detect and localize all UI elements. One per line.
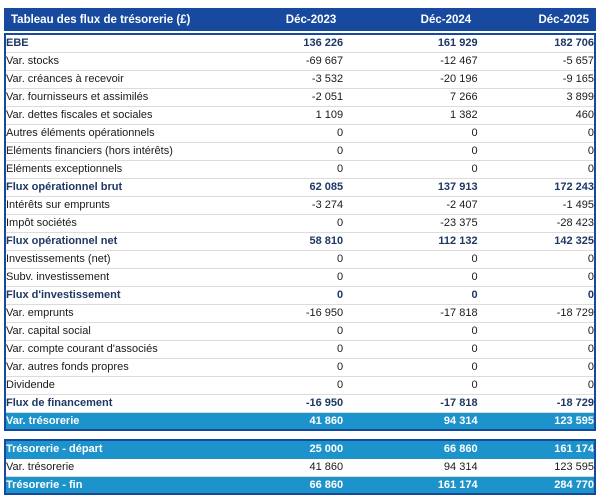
row-value: 0 <box>343 340 477 358</box>
row-value: 0 <box>478 250 595 268</box>
row-value: 136 226 <box>243 34 343 52</box>
table-row <box>5 232 595 250</box>
row-value: 0 <box>243 142 343 160</box>
row-value: 0 <box>243 340 343 358</box>
row-value: 66 860 <box>343 440 477 458</box>
row-value: 66 860 <box>243 476 343 494</box>
row-value: -23 375 <box>343 214 477 232</box>
row-value: 41 860 <box>243 412 343 430</box>
row-label: Var. créances à recevoir <box>5 70 243 88</box>
table-row <box>5 304 595 322</box>
row-value: -20 196 <box>343 70 477 88</box>
table-row <box>5 358 595 376</box>
table-row <box>5 88 595 106</box>
row-value: 0 <box>243 124 343 142</box>
row-value: 0 <box>343 358 477 376</box>
row-value: 284 770 <box>478 476 595 494</box>
table-row <box>5 124 595 142</box>
table-row <box>5 268 595 286</box>
table-row <box>5 286 595 304</box>
row-value: 1 382 <box>343 106 477 124</box>
table-title: Tableau des flux de trésorerie (£) <box>11 13 191 26</box>
row-label: Eléments financiers (hors intérêts) <box>5 142 243 160</box>
row-value: -28 423 <box>478 214 595 232</box>
flux-table-section <box>4 33 596 431</box>
column-header-dec-2023: Déc-2023 <box>285 13 337 26</box>
table-row <box>5 70 595 88</box>
row-value: 0 <box>243 268 343 286</box>
row-value: 0 <box>243 358 343 376</box>
row-label: Var. fournisseurs et assimilés <box>5 88 243 106</box>
row-value: -69 667 <box>243 52 343 70</box>
row-value: 0 <box>343 376 477 394</box>
row-value: 0 <box>478 376 595 394</box>
table-row <box>5 476 595 494</box>
row-value: 161 929 <box>343 34 477 52</box>
row-value: -1 495 <box>478 196 595 214</box>
row-value: -5 657 <box>478 52 595 70</box>
row-label: Var. compte courant d'associés <box>5 340 243 358</box>
row-value: 0 <box>478 268 595 286</box>
flux-table <box>4 33 596 431</box>
row-value: -3 274 <box>243 196 343 214</box>
row-value: 0 <box>478 358 595 376</box>
row-label: Autres éléments opérationnels <box>5 124 243 142</box>
row-value: 0 <box>343 268 477 286</box>
table-row <box>5 34 595 52</box>
row-value: -16 950 <box>243 394 343 412</box>
row-value: 3 899 <box>478 88 595 106</box>
column-header-dec-2025: Déc-2025 <box>538 13 589 26</box>
table-row <box>5 458 595 476</box>
row-value: -18 729 <box>478 304 595 322</box>
row-value: 112 132 <box>343 232 477 250</box>
row-label: Var. dettes fiscales et sociales <box>5 106 243 124</box>
row-value: 172 243 <box>478 178 595 196</box>
treasury-table <box>4 439 596 495</box>
row-value: 0 <box>243 376 343 394</box>
row-label: Var. trésorerie <box>5 412 243 430</box>
table-row <box>5 196 595 214</box>
table-row <box>5 412 595 430</box>
row-value: 41 860 <box>243 458 343 476</box>
table-row <box>5 214 595 232</box>
row-label: Eléments exceptionnels <box>5 160 243 178</box>
row-label: Impôt sociétés <box>5 214 243 232</box>
row-value: 0 <box>478 160 595 178</box>
row-label: Dividende <box>5 376 243 394</box>
row-label: Flux opérationnel net <box>5 232 243 250</box>
row-value: 0 <box>343 142 477 160</box>
table-row <box>5 106 595 124</box>
row-value: -3 532 <box>243 70 343 88</box>
row-value: 0 <box>478 124 595 142</box>
treasury-table-section <box>4 439 596 495</box>
row-value: 25 000 <box>243 440 343 458</box>
row-value: 123 595 <box>478 412 595 430</box>
row-value: -9 165 <box>478 70 595 88</box>
row-label: Var. trésorerie <box>5 458 243 476</box>
row-label: EBE <box>5 34 243 52</box>
row-value: 0 <box>243 214 343 232</box>
row-value: 142 325 <box>478 232 595 250</box>
table-row <box>5 394 595 412</box>
table-row <box>5 376 595 394</box>
row-value: 0 <box>243 286 343 304</box>
table-row <box>5 178 595 196</box>
row-value: 7 266 <box>343 88 477 106</box>
row-value: -12 467 <box>343 52 477 70</box>
table-row <box>5 250 595 268</box>
row-value: -18 729 <box>478 394 595 412</box>
row-value: -17 818 <box>343 304 477 322</box>
row-label: Flux d'investissement <box>5 286 243 304</box>
row-value: 0 <box>243 322 343 340</box>
row-value: 58 810 <box>243 232 343 250</box>
row-label: Investissements (net) <box>5 250 243 268</box>
row-label: Flux de financement <box>5 394 243 412</box>
row-value: 0 <box>478 322 595 340</box>
row-label: Subv. investissement <box>5 268 243 286</box>
table-row <box>5 160 595 178</box>
row-value: 0 <box>343 322 477 340</box>
row-value: 182 706 <box>478 34 595 52</box>
row-value: 161 174 <box>343 476 477 494</box>
row-label: Trésorerie - fin <box>5 476 243 494</box>
row-value: 0 <box>478 142 595 160</box>
row-value: 0 <box>243 250 343 268</box>
row-value: -2 051 <box>243 88 343 106</box>
row-value: 94 314 <box>343 412 477 430</box>
column-header-dec-2024: Déc-2024 <box>420 13 472 26</box>
row-value: 161 174 <box>478 440 595 458</box>
row-value: 0 <box>343 160 477 178</box>
row-value: 123 595 <box>478 458 595 476</box>
row-value: 137 913 <box>343 178 477 196</box>
row-value: -2 407 <box>343 196 477 214</box>
table-row <box>5 440 595 458</box>
row-label: Var. stocks <box>5 52 243 70</box>
header-row <box>4 8 596 31</box>
row-label: Trésorerie - départ <box>5 440 243 458</box>
row-value: 0 <box>343 124 477 142</box>
table-row <box>5 322 595 340</box>
row-value: -16 950 <box>243 304 343 322</box>
row-label: Flux opérationnel brut <box>5 178 243 196</box>
table-row <box>5 340 595 358</box>
row-value: 0 <box>343 250 477 268</box>
row-label: Var. autres fonds propres <box>5 358 243 376</box>
row-label: Intérêts sur emprunts <box>5 196 243 214</box>
cashflow-header-table <box>4 8 596 31</box>
row-value: 0 <box>478 286 595 304</box>
row-value: -17 818 <box>343 394 477 412</box>
row-label: Var. capital social <box>5 322 243 340</box>
row-value: 1 109 <box>243 106 343 124</box>
row-value: 0 <box>343 286 477 304</box>
row-value: 460 <box>478 106 595 124</box>
row-label: Var. emprunts <box>5 304 243 322</box>
table-header-bar <box>4 8 596 31</box>
row-value: 0 <box>478 340 595 358</box>
row-value: 0 <box>243 160 343 178</box>
row-value: 94 314 <box>343 458 477 476</box>
table-row <box>5 52 595 70</box>
table-row <box>5 142 595 160</box>
row-value: 62 085 <box>243 178 343 196</box>
